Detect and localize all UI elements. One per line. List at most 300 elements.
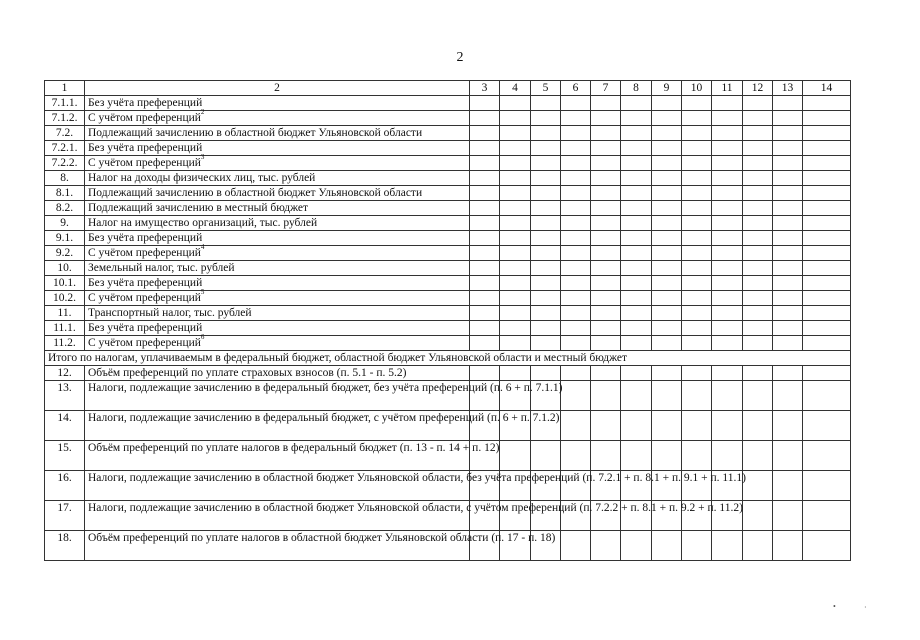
table-cell — [470, 231, 500, 246]
table-row — [45, 366, 851, 381]
table-cell — [743, 291, 773, 306]
table-cell — [743, 96, 773, 111]
footnote-mark: 3 — [200, 153, 205, 162]
table-cell — [682, 261, 712, 276]
table-cell — [591, 531, 621, 561]
table-cell — [743, 186, 773, 201]
table-cell — [803, 111, 851, 126]
table-cell — [470, 156, 500, 171]
row-label: Налог на имущество организаций, тыс. рублей — [85, 216, 470, 231]
table-cell — [773, 141, 803, 156]
table-cell — [803, 246, 851, 261]
table-cell — [712, 171, 743, 186]
table-cell — [803, 291, 851, 306]
table-cell — [773, 231, 803, 246]
table-cell — [561, 201, 591, 216]
table-cell — [712, 531, 743, 561]
table-cell — [531, 441, 561, 471]
table-body — [45, 96, 851, 561]
table-cell — [652, 411, 682, 441]
table-cell — [773, 306, 803, 321]
table-cell — [803, 261, 851, 276]
table-cell — [803, 201, 851, 216]
table-cell — [621, 201, 652, 216]
row-number: 10.2. — [45, 291, 85, 306]
table-cell — [500, 171, 531, 186]
table-row — [45, 336, 851, 351]
table-cell — [561, 261, 591, 276]
table-cell — [500, 321, 531, 336]
table-cell — [591, 366, 621, 381]
table-cell — [591, 231, 621, 246]
row-label: Объём преференций по уплате налогов в федеральный бюджет (п. 13 - п. 14 + п. 12) — [85, 441, 470, 471]
table-cell — [743, 381, 773, 411]
table-cell — [500, 201, 531, 216]
table-cell — [652, 126, 682, 141]
row-number: 13. — [45, 381, 85, 411]
row-label: Без учёта преференций — [85, 231, 470, 246]
row-number: 7.1.2. — [45, 111, 85, 126]
table-cell — [712, 156, 743, 171]
row-label: Подлежащий зачислению в областной бюджет Ульяновской области — [85, 126, 470, 141]
table-cell — [561, 171, 591, 186]
table-cell — [500, 246, 531, 261]
table-cell — [531, 186, 561, 201]
row-label: Транспортный налог, тыс. рублей — [85, 306, 470, 321]
table-cell — [652, 246, 682, 261]
table-cell — [743, 246, 773, 261]
table-cell — [773, 441, 803, 471]
table-row — [45, 231, 851, 246]
table-cell — [743, 366, 773, 381]
column-header: 2 — [85, 81, 470, 96]
row-number: 16. — [45, 471, 85, 501]
row-label: Без учёта преференций — [85, 276, 470, 291]
table-cell — [682, 366, 712, 381]
table-cell — [591, 441, 621, 471]
row-label: Подлежащий зачислению в местный бюджет — [85, 201, 470, 216]
table-cell — [470, 261, 500, 276]
total-row-label: Итого по налогам, уплачиваемым в федеральный бюджет, областной бюджет Ульяновской области и местный бюджет — [45, 351, 851, 366]
column-header: 5 — [531, 81, 561, 96]
row-label: С учётом преференций$^6$ — [85, 336, 470, 351]
row-number: 8.1. — [45, 186, 85, 201]
table-cell — [803, 441, 851, 471]
table-cell — [743, 126, 773, 141]
table-cell — [773, 111, 803, 126]
column-header: 10 — [682, 81, 712, 96]
table-cell — [743, 261, 773, 276]
table-cell — [470, 186, 500, 201]
table-cell — [712, 261, 743, 276]
table-cell — [803, 231, 851, 246]
table-cell — [500, 156, 531, 171]
table-cell — [652, 276, 682, 291]
table-cell — [591, 201, 621, 216]
row-number: 7.2.1. — [45, 141, 85, 156]
row-number: 18. — [45, 531, 85, 561]
table-cell — [561, 291, 591, 306]
table-cell — [712, 381, 743, 411]
table-cell — [803, 171, 851, 186]
table-cell — [531, 201, 561, 216]
table-cell — [712, 141, 743, 156]
table-cell — [652, 141, 682, 156]
table-cell — [531, 216, 561, 231]
table-cell — [682, 96, 712, 111]
row-label: Объём преференций по уплате страховых взносов (п. 5.1 - п. 5.2) — [85, 366, 470, 381]
table-cell — [743, 171, 773, 186]
table-cell — [591, 141, 621, 156]
table-cell — [500, 306, 531, 321]
table-cell — [803, 471, 851, 501]
table-cell — [621, 126, 652, 141]
row-number: 11.1. — [45, 321, 85, 336]
table-row — [45, 201, 851, 216]
table-cell — [591, 306, 621, 321]
table-cell — [743, 156, 773, 171]
row-label: Налоги, подлежащие зачислению в федеральный бюджет, с учётом преференций (п. 6 + п. 7.1.2) — [85, 411, 470, 441]
table-cell — [531, 306, 561, 321]
table-cell — [621, 141, 652, 156]
table-cell — [803, 216, 851, 231]
table-cell — [591, 246, 621, 261]
table-cell — [743, 306, 773, 321]
table-cell — [682, 411, 712, 441]
row-number: 7.2. — [45, 126, 85, 141]
table-cell — [531, 336, 561, 351]
row-number: 14. — [45, 411, 85, 441]
table-cell — [682, 276, 712, 291]
table-cell — [712, 366, 743, 381]
table-cell — [682, 201, 712, 216]
table-cell — [803, 336, 851, 351]
table-cell — [531, 126, 561, 141]
table-cell — [561, 246, 591, 261]
table-row — [45, 126, 851, 141]
table-row — [45, 171, 851, 186]
table-cell — [773, 261, 803, 276]
row-label: С учётом преференций$^3$ — [85, 156, 470, 171]
table-row — [45, 186, 851, 201]
table-cell — [621, 276, 652, 291]
table-cell — [773, 321, 803, 336]
table-cell — [712, 186, 743, 201]
table-cell — [803, 501, 851, 531]
table-cell — [712, 201, 743, 216]
table-cell — [652, 201, 682, 216]
row-label: Без учёта преференций — [85, 321, 470, 336]
table-cell — [652, 321, 682, 336]
table-cell — [470, 276, 500, 291]
row-number: 12. — [45, 366, 85, 381]
table-cell — [743, 141, 773, 156]
table-cell — [652, 96, 682, 111]
table-cell — [621, 186, 652, 201]
table-cell — [803, 276, 851, 291]
table-cell — [500, 126, 531, 141]
table-cell — [500, 141, 531, 156]
row-number: 9.1. — [45, 231, 85, 246]
table-row — [45, 291, 851, 306]
table-cell — [712, 246, 743, 261]
table-cell — [561, 231, 591, 246]
table-cell — [561, 126, 591, 141]
table-cell — [652, 381, 682, 411]
table-cell — [803, 531, 851, 561]
table-cell — [743, 471, 773, 501]
table-cell — [652, 366, 682, 381]
table-row — [45, 156, 851, 171]
table-cell — [743, 201, 773, 216]
table-cell — [652, 531, 682, 561]
table-cell — [621, 216, 652, 231]
table-cell — [531, 111, 561, 126]
table-cell — [470, 201, 500, 216]
scan-speck: · — [864, 603, 867, 612]
table-cell — [773, 276, 803, 291]
table-cell — [773, 171, 803, 186]
table-cell — [500, 366, 531, 381]
table-row — [45, 96, 851, 111]
table-cell — [621, 96, 652, 111]
table-cell — [531, 96, 561, 111]
table-row — [45, 261, 851, 276]
table-cell — [803, 186, 851, 201]
table-cell — [682, 231, 712, 246]
table-cell — [561, 336, 591, 351]
table-cell — [470, 111, 500, 126]
table-cell — [712, 231, 743, 246]
table-cell — [743, 231, 773, 246]
table-cell — [531, 141, 561, 156]
table-cell — [531, 156, 561, 171]
table-cell — [743, 501, 773, 531]
table-cell — [682, 531, 712, 561]
table-cell — [470, 321, 500, 336]
table-cell — [561, 441, 591, 471]
column-header: 9 — [652, 81, 682, 96]
table-cell — [561, 276, 591, 291]
row-number: 15. — [45, 441, 85, 471]
row-label: Налог на доходы физических лиц, тыс. рублей — [85, 171, 470, 186]
table-cell — [743, 531, 773, 561]
table-cell — [803, 141, 851, 156]
table-cell — [591, 321, 621, 336]
column-header: 11 — [712, 81, 743, 96]
table-cell — [652, 291, 682, 306]
table-cell — [803, 306, 851, 321]
table-cell — [773, 501, 803, 531]
table-cell — [591, 96, 621, 111]
table-cell — [743, 216, 773, 231]
table-cell — [712, 441, 743, 471]
table-cell — [803, 366, 851, 381]
total-row — [45, 351, 851, 366]
table-cell — [712, 111, 743, 126]
table-cell — [803, 126, 851, 141]
table-cell — [591, 186, 621, 201]
table-cell — [803, 156, 851, 171]
table-cell — [561, 156, 591, 171]
table-cell — [470, 291, 500, 306]
table-cell — [712, 276, 743, 291]
column-header: 14 — [803, 81, 851, 96]
table-row — [45, 501, 851, 531]
table-cell — [531, 321, 561, 336]
table-cell — [500, 96, 531, 111]
table-cell — [682, 291, 712, 306]
row-label: Налоги, подлежащие зачислению в федеральный бюджет, без учёта преференций (п. 6 + п. 7.1.1) — [85, 381, 470, 411]
table-cell — [591, 126, 621, 141]
column-header: 6 — [561, 81, 591, 96]
table-cell — [561, 216, 591, 231]
table-cell — [470, 336, 500, 351]
table-cell — [591, 291, 621, 306]
table-cell — [712, 336, 743, 351]
table-cell — [621, 336, 652, 351]
table-row — [45, 321, 851, 336]
table-row — [45, 441, 851, 471]
row-label: Без учёта преференций — [85, 141, 470, 156]
table-cell — [682, 441, 712, 471]
table-cell — [500, 216, 531, 231]
table-cell — [591, 276, 621, 291]
table-cell — [682, 156, 712, 171]
table-cell — [470, 96, 500, 111]
table-cell — [621, 321, 652, 336]
table-cell — [621, 111, 652, 126]
table-cell — [652, 156, 682, 171]
table-cell — [682, 216, 712, 231]
table-cell — [652, 216, 682, 231]
table-cell — [621, 531, 652, 561]
table-cell — [682, 381, 712, 411]
table-cell — [712, 411, 743, 441]
scan-speck: • — [833, 602, 836, 611]
table-cell — [682, 111, 712, 126]
table-cell — [561, 186, 591, 201]
column-header: 8 — [621, 81, 652, 96]
table-cell — [743, 441, 773, 471]
table-cell — [531, 276, 561, 291]
table-cell — [712, 291, 743, 306]
table-row — [45, 411, 851, 441]
table-cell — [773, 216, 803, 231]
table-row — [45, 471, 851, 501]
table-cell — [621, 231, 652, 246]
row-number: 7.1.1. — [45, 96, 85, 111]
table-cell — [621, 156, 652, 171]
table-cell — [803, 96, 851, 111]
table-cell — [500, 336, 531, 351]
table-cell — [621, 171, 652, 186]
table-cell — [470, 171, 500, 186]
row-label: Налоги, подлежащие зачислению в областной бюджет Ульяновской области, с учётом преференций (п. 7.2.2 + п. 8.1 + п. 9.2 + п. 11.2) — [85, 501, 470, 531]
column-header: 3 — [470, 81, 500, 96]
footnote-mark: 6 — [200, 333, 205, 342]
table-cell — [531, 261, 561, 276]
table-cell — [712, 216, 743, 231]
table-row — [45, 246, 851, 261]
table-cell — [712, 96, 743, 111]
table-cell — [773, 366, 803, 381]
table-cell — [500, 276, 531, 291]
table-cell — [682, 321, 712, 336]
table-cell — [621, 411, 652, 441]
table-cell — [803, 411, 851, 441]
table-cell — [743, 321, 773, 336]
table-cell — [561, 366, 591, 381]
table-cell — [561, 381, 591, 411]
footnote-mark: 4 — [200, 243, 205, 252]
table-cell — [591, 336, 621, 351]
row-number: 10.1. — [45, 276, 85, 291]
table-cell — [682, 171, 712, 186]
row-number: 9.2. — [45, 246, 85, 261]
table-cell — [773, 246, 803, 261]
table-cell — [773, 126, 803, 141]
table-cell — [500, 231, 531, 246]
table-cell — [682, 246, 712, 261]
table-cell — [591, 381, 621, 411]
column-header: 1 — [45, 81, 85, 96]
row-number: 11.2. — [45, 336, 85, 351]
row-label: Подлежащий зачислению в областной бюджет Ульяновской области — [85, 186, 470, 201]
table-row — [45, 216, 851, 231]
page-number: 2 — [456, 50, 464, 65]
table-cell — [773, 156, 803, 171]
table-cell — [591, 216, 621, 231]
table-cell — [652, 171, 682, 186]
table-cell — [652, 336, 682, 351]
row-number: 9. — [45, 216, 85, 231]
row-label: С учётом преференций$^5$ — [85, 291, 470, 306]
table-cell — [773, 96, 803, 111]
table-cell — [773, 411, 803, 441]
table-cell — [470, 306, 500, 321]
row-label: Налоги, подлежащие зачислению в областной бюджет Ульяновской области, без учёта преференций (п. 7.2.1 + п. 8.1 + п. 9.1 + п. 11.1) — [85, 471, 470, 501]
table-cell — [470, 141, 500, 156]
table-cell — [470, 366, 500, 381]
row-label: Объём преференций по уплате налогов в областной бюджет Ульяновской области (п. 17 - п. 18) — [85, 531, 470, 561]
table-cell — [743, 111, 773, 126]
row-label: Без учёта преференций — [85, 96, 470, 111]
footnote-mark: 5 — [200, 288, 205, 297]
table-cell — [500, 441, 531, 471]
table-cell — [652, 186, 682, 201]
table-cell — [652, 231, 682, 246]
table-cell — [561, 531, 591, 561]
table-cell — [773, 531, 803, 561]
table-cell — [621, 246, 652, 261]
table-cell — [500, 186, 531, 201]
table-cell — [773, 201, 803, 216]
table-cell — [561, 306, 591, 321]
table-cell — [652, 261, 682, 276]
column-header: 7 — [591, 81, 621, 96]
table-cell — [591, 111, 621, 126]
table-cell — [803, 321, 851, 336]
table-cell — [531, 231, 561, 246]
table-cell — [773, 471, 803, 501]
data-table — [44, 80, 851, 561]
table-cell — [470, 216, 500, 231]
footnote-mark: 2 — [200, 108, 205, 117]
row-label: С учётом преференций$^4$ — [85, 246, 470, 261]
table-cell — [773, 291, 803, 306]
table-cell — [743, 411, 773, 441]
